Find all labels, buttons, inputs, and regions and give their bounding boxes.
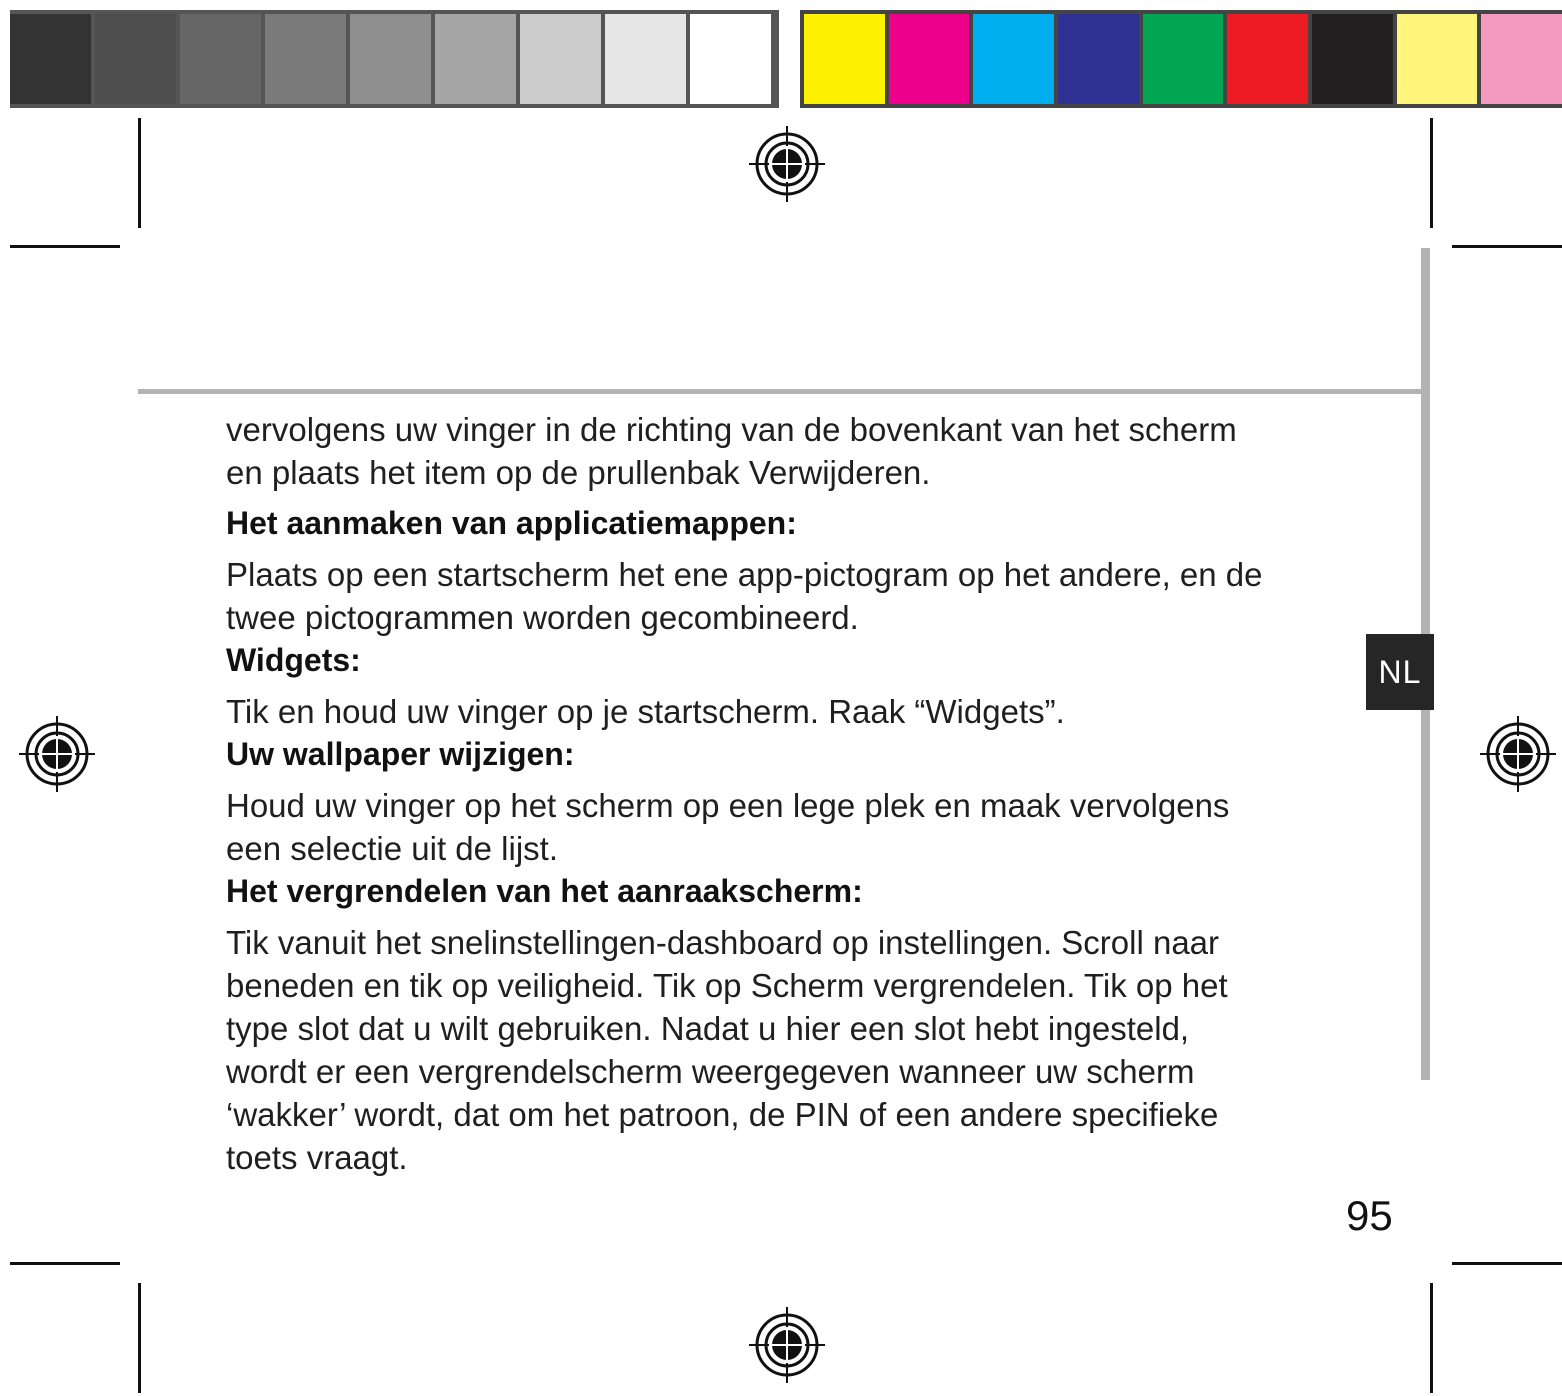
color-swatch xyxy=(973,14,1058,104)
language-tab: NL xyxy=(1366,634,1434,710)
gray-swatch xyxy=(10,14,95,104)
section-paragraph: Plaats op een startscherm het ene app-pictogram op het andere, en de twee pictogrammen worden gecombineerd. xyxy=(226,556,1263,636)
page-content xyxy=(226,408,1336,1179)
section-heading: Het vergrendelen van het aanraakscherm: xyxy=(226,873,863,909)
color-swatch xyxy=(1397,14,1482,104)
intro-paragraph: vervolgens uw vinger in de richting van de bovenkant van het scherm en plaats het item op de prullenbak Verwijderen. xyxy=(226,411,1237,491)
color-swatch xyxy=(1058,14,1143,104)
gray-swatch xyxy=(180,14,265,104)
registration-mark-icon xyxy=(17,714,97,794)
grayscale-calibration-bar xyxy=(10,10,779,108)
crop-mark-bottom-left-vertical xyxy=(138,1283,141,1393)
page-number: 95 xyxy=(1346,1192,1393,1239)
gray-swatch xyxy=(605,14,690,104)
gray-swatch xyxy=(520,14,605,104)
gray-swatch xyxy=(95,14,180,104)
color-swatch xyxy=(1481,14,1562,104)
top-divider-line xyxy=(138,389,1428,394)
gray-swatch xyxy=(435,14,520,104)
section-heading: Het aanmaken van applicatiemappen: xyxy=(226,505,797,541)
section-paragraph: Houd uw vinger op het scherm op een lege plek en maak vervolgens een selectie uit de lijst. xyxy=(226,787,1230,867)
crop-mark-top-right-vertical xyxy=(1430,118,1433,228)
color-calibration-bar xyxy=(800,10,1562,108)
registration-mark-icon xyxy=(1478,714,1558,794)
color-swatch xyxy=(804,14,889,104)
section-paragraph: Tik vanuit het snelinstellingen-dashboard op instellingen. Scroll naar beneden en tik op veiligheid. Tik op Scherm vergrendelen. Tik op het type slot dat u wilt gebruiken. Nadat u hier een slot hebt ingesteld, wordt er een vergrendelscherm weergegeven wanneer uw scherm ‘wakker’ wordt, dat om het patroon, de PIN of een andere specifieke toets vraagt. xyxy=(226,924,1228,1176)
color-swatch xyxy=(1227,14,1312,104)
section-heading: Uw wallpaper wijzigen: xyxy=(226,736,575,772)
gray-swatch xyxy=(265,14,350,104)
color-swatch xyxy=(889,14,974,104)
crop-mark-top-left-horizontal xyxy=(10,245,120,248)
crop-mark-top-left-vertical xyxy=(138,118,141,228)
color-swatch xyxy=(1312,14,1397,104)
registration-mark-icon xyxy=(747,1305,827,1385)
section-paragraph: Tik en houd uw vinger op je startscherm. Raak “Widgets”. xyxy=(226,693,1065,730)
crop-mark-bottom-right-vertical xyxy=(1430,1283,1433,1393)
section-heading: Widgets: xyxy=(226,642,361,678)
gray-swatch xyxy=(350,14,435,104)
crop-mark-bottom-left-horizontal xyxy=(10,1262,120,1265)
gray-swatch xyxy=(690,14,775,104)
crop-mark-bottom-right-horizontal xyxy=(1452,1262,1562,1265)
crop-mark-top-right-horizontal xyxy=(1452,245,1562,248)
color-swatch xyxy=(1143,14,1228,104)
registration-mark-icon xyxy=(747,124,827,204)
